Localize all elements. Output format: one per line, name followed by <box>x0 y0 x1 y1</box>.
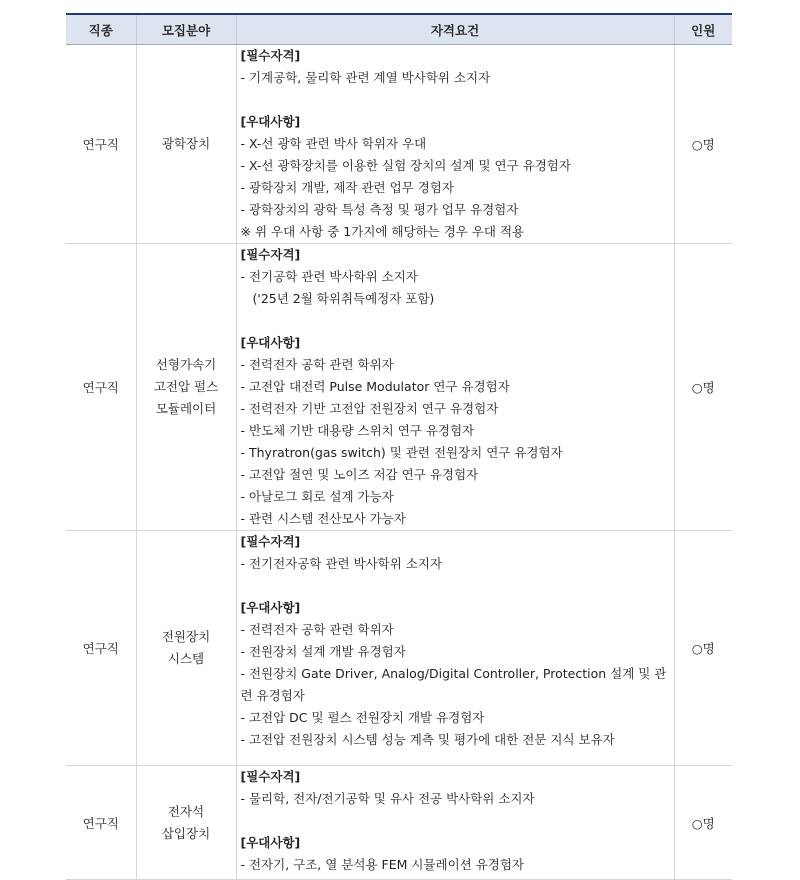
field-line: 광학장치 <box>161 136 211 151</box>
header-requirements: 자격요건 <box>236 14 674 45</box>
preferred-item: - 고전압 대전력 Pulse Modulator 연구 유경험자 <box>240 379 510 394</box>
required-title: [필수자격] <box>240 247 301 262</box>
job-type-cell: 연구직 <box>66 244 136 531</box>
requirements-cell <box>236 244 674 531</box>
preferred-item: - 전원장치 Gate Driver, Analog/Digital Controller, Protection 설계 및 관련 유경험자 <box>240 666 667 703</box>
requirements-cell <box>236 531 674 766</box>
table-row <box>66 45 732 244</box>
field-cell <box>136 531 236 766</box>
header-headcount: 인원 <box>674 14 732 45</box>
field-line: 전원장치 <box>161 629 211 644</box>
preferred-item: - 전원장치 설계 개발 유경험자 <box>240 644 406 659</box>
preferred-item: - 고전압 절연 및 노이즈 저감 연구 유경험자 <box>240 467 479 482</box>
spacer <box>241 310 668 332</box>
required-item: ('25년 2월 학위취득예정자 포함) <box>252 291 435 306</box>
required-title: [필수자격] <box>240 48 301 63</box>
requirements-cell <box>236 45 674 244</box>
preferred-title: [우대사항] <box>240 600 301 615</box>
preferred-item: - 광학장치 개발, 제작 관련 업무 경험자 <box>240 180 454 195</box>
field-line: 모듈레이터 <box>155 401 217 416</box>
preferred-title: [우대사항] <box>240 114 301 129</box>
preferred-title: [우대사항] <box>240 335 301 350</box>
header-field: 모집분야 <box>136 14 236 45</box>
preferred-title: [우대사항] <box>240 835 301 850</box>
recruitment-table <box>66 13 732 880</box>
preferred-item: - 전자기, 구조, 열 분석용 FEM 시뮬레이션 유경험자 <box>240 857 524 872</box>
table-row <box>66 766 732 880</box>
preferred-item: - 전력전자 공학 관련 학위자 <box>240 622 394 637</box>
spacer <box>241 575 668 597</box>
required-item: - 기계공학, 물리학 관련 계열 박사학위 소지자 <box>240 70 491 85</box>
job-type-cell: 연구직 <box>66 766 136 880</box>
headcount-cell: ○명 <box>674 244 732 531</box>
field-line: 전자석 <box>167 803 205 819</box>
preferred-item: - 전력전자 공학 관련 학위자 <box>240 357 394 372</box>
job-type-cell: 연구직 <box>66 45 136 244</box>
table-row <box>66 244 732 531</box>
preferred-item: - X-선 광학 관련 박사 학위자 우대 <box>240 136 427 151</box>
table-header-row <box>66 14 732 45</box>
required-item: - 물리학, 전자/전기공학 및 유사 전공 박사학위 소지자 <box>240 791 535 806</box>
requirements-cell <box>236 766 674 880</box>
preferred-item: - 전력전자 기반 고전압 전원장치 연구 유경험자 <box>240 401 499 416</box>
field-line: 시스템 <box>167 651 205 666</box>
header-job-type: 직종 <box>66 14 136 45</box>
required-item: - 전기전자공학 관련 박사학위 소지자 <box>240 556 443 571</box>
spacer <box>241 810 668 832</box>
preferred-item: - 아날로그 회로 설계 가능자 <box>240 489 394 504</box>
field-cell <box>136 45 236 244</box>
preferred-item: - 관련 시스템 전산모사 가능자 <box>240 511 406 526</box>
field-line: 삽입장치 <box>161 825 211 841</box>
preferred-item: - 고전압 전원장치 시스템 성능 계측 및 평가에 대한 전문 지식 보유자 <box>240 732 615 747</box>
required-item: - 전기공학 관련 박사학위 소지자 <box>240 269 418 284</box>
preferred-item: - 반도체 기반 대용량 스위치 연구 유경험자 <box>240 423 475 438</box>
field-cell <box>136 766 236 880</box>
field-cell <box>136 244 236 531</box>
required-title: [필수자격] <box>240 534 301 549</box>
preferred-item: - 고전압 DC 및 펄스 전원장치 개발 유경험자 <box>240 710 485 725</box>
preferred-item: - X-선 광학장치를 이용한 실험 장치의 설계 및 연구 유경험자 <box>240 158 571 173</box>
field-line: 선형가속기 <box>155 357 217 372</box>
headcount-cell: ○명 <box>674 531 732 766</box>
preferred-item: - Thyratron(gas switch) 및 관련 전원장치 연구 유경험자 <box>240 445 563 460</box>
table-row <box>66 531 732 766</box>
job-type-cell: 연구직 <box>66 531 136 766</box>
headcount-cell: ○명 <box>674 766 732 880</box>
field-line: 고전압 펄스 <box>153 379 219 394</box>
spacer <box>241 89 668 111</box>
preferred-item: - 광학장치의 광학 특성 측정 및 평가 업무 유경험자 <box>240 202 519 217</box>
headcount-cell: ○명 <box>674 45 732 244</box>
preferred-note: ※ 위 우대 사항 중 1가지에 해당하는 경우 우대 적용 <box>240 224 525 239</box>
required-title: [필수자격] <box>240 769 301 784</box>
